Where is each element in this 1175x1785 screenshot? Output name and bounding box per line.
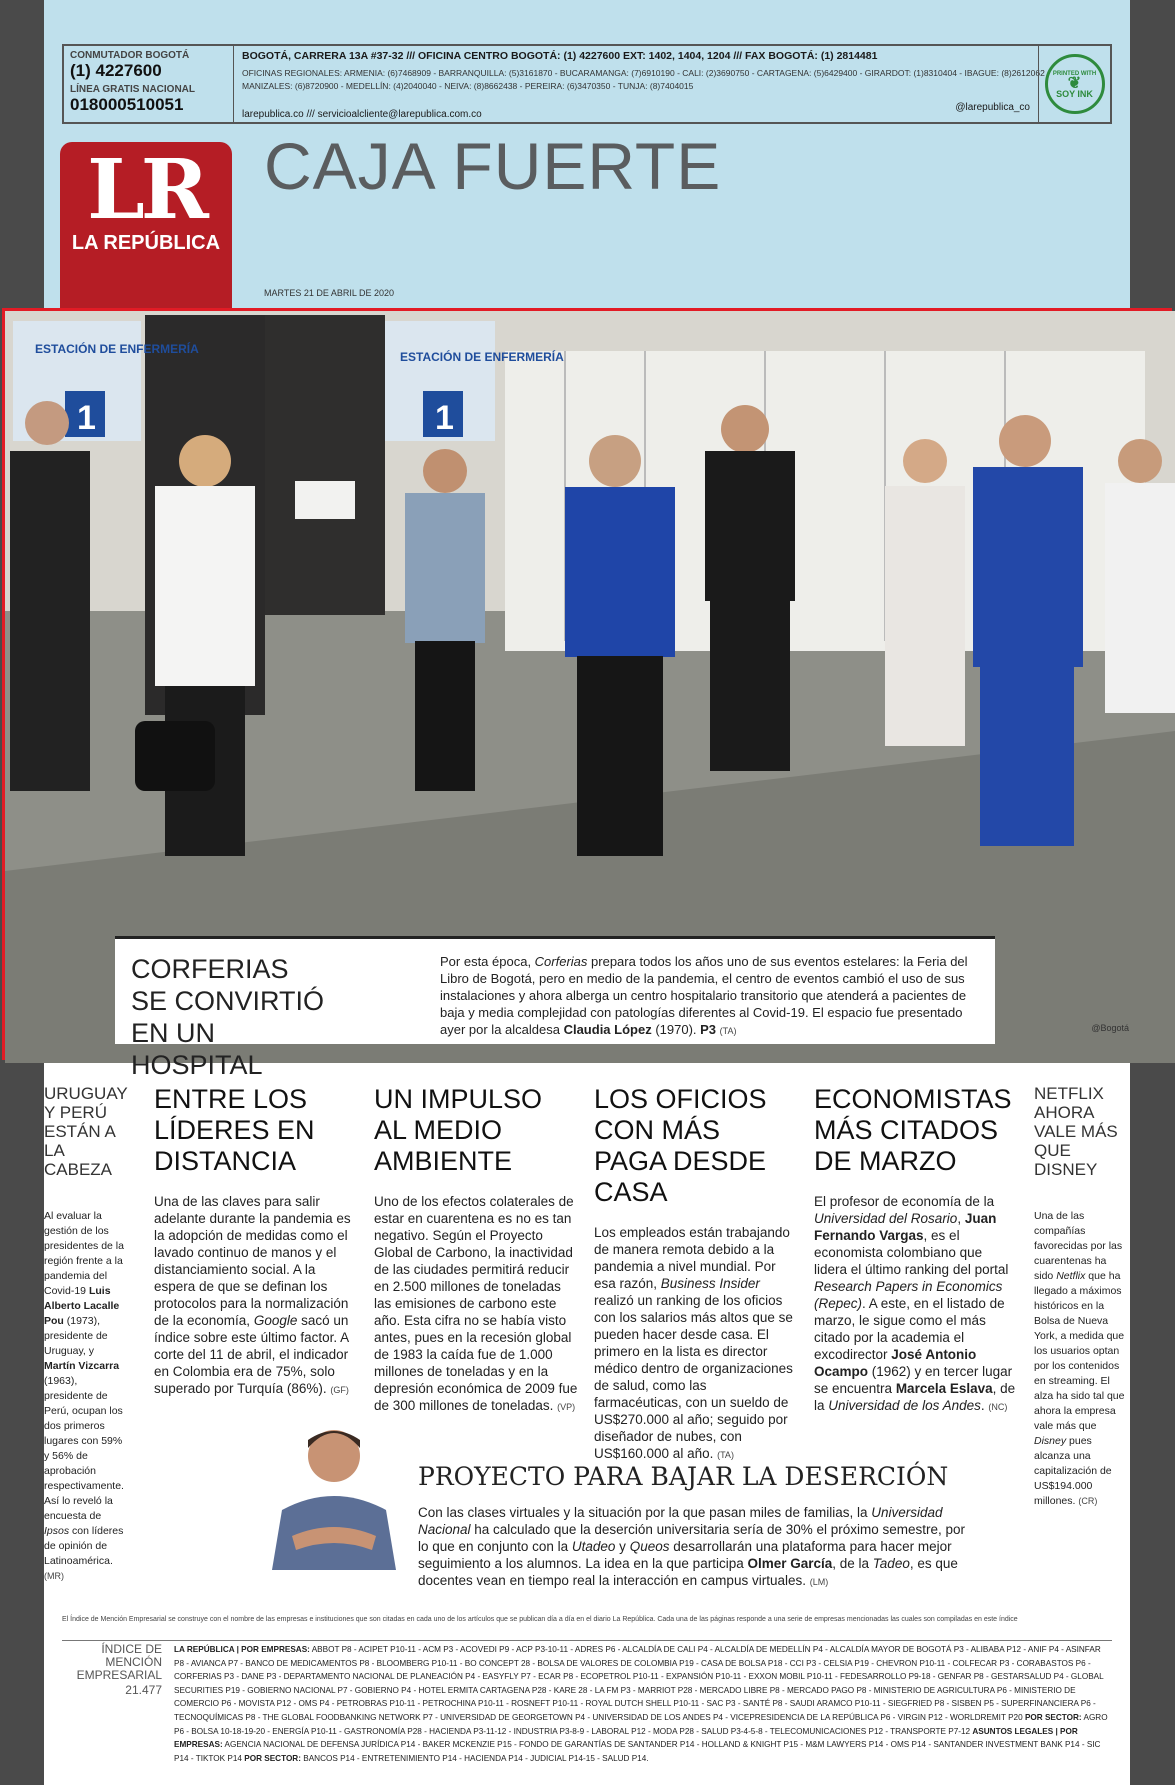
person-grey-jacket xyxy=(405,449,485,791)
address-block xyxy=(242,50,1045,120)
lead-photo xyxy=(2,308,1172,1080)
sign-2-number: 1 xyxy=(435,399,454,437)
index-box xyxy=(62,1640,1112,1763)
lead-headline: CORFERIAS SE CONVIRTIÓ EN UN HOSPITAL xyxy=(131,954,325,1080)
regional-line-1: OFICINAS REGIONALES: ARMENIA: (6)7468909 - BARRANQUILLA: (5)3161870 - BUCARAMANGA: (7)6910190 - CALI: (2)3690750 - CARTAGENA: (5)6429400 - GIRARDOT: (1)8310404 - IBAGUE: (8)2612062 xyxy=(242,68,1045,78)
phone-block xyxy=(64,46,234,122)
lead-caption-box xyxy=(115,936,995,1080)
newspaper-page xyxy=(35,0,1130,1785)
impulso-headline: UN IMPULSO AL MEDIO AMBIENTE xyxy=(374,1084,543,1176)
soy-ink-badge xyxy=(1045,54,1105,114)
masthead-band xyxy=(44,0,1130,308)
proyecto-headline: PROYECTO PARA BAJAR LA DESERCIÓN xyxy=(418,1462,949,1491)
la-republica-logo[interactable] xyxy=(60,142,232,308)
conmutador-number: (1) 4227600 xyxy=(70,61,162,80)
address-line: BOGOTÁ, CARRERA 13A #37-32 /// OFICINA CENTRO BOGOTÁ: (1) 4227600 EXT: 1402, 1404, 1204 /// FAX BOGOTÁ: (1) 2814481 xyxy=(242,50,878,62)
soy-badge-bottom: SOY INK xyxy=(1056,89,1093,99)
olmer-garcia-portrait xyxy=(262,1418,402,1570)
article-economistas xyxy=(814,1084,1018,1416)
index-text: LA REPÚBLICA | POR EMPRESAS: ABBOT P8 - ACIPET P10-11 - ACM P3 - ACOVEDI P9 - ACP P3-10-11 - ADRES P6 - ALCALDÍA DE CALI P4 - ALCALDÍA DE MEDELLÍN P4 - ALCALDÍA MAYOR DE BOGOTÁ P3 - ALIBABA P12 - ANIF P4 - ASINFAR P8 - AVIANCA P7 - BANCO DE MEDICAMENTOS P8 - BLOOMBERG P10-11 - BO CONCEPT 28 - BOLSA DE VALORES DE COLOMBIA P19 - CASA DE BOLSA P18 - CCI P3 - CELSIA P19 - CHEVRON P10-11 - COLFECAR P3 - CORABASTOS P6 - CORFERIAS P3 - DANE P3 - DEPARTAMENTO NACIONAL DE PLANEACIÓN P4 - EASYFLY P7 - ECAR P8 - ECOPETROL P10-11 - EXPANSIÓN P10-11 - EXXON MOBIL P10-11 - FEDESARROLLO P9-18 - GENFAR P8 - GESTARSALUD P4 - GLOBAL SECURITIES P19 - GOBIERNO NACIONAL P7 - GOBIERNO P4 - HOTEL ERMITA CARTAGENA P28 - KARE 28 - LA FM P3 - MARRIOT P28 - MERCADO LIBRE P8 - MERCADO PAGO P8 - MINISTERIO DE AGRICULTURA P6 - MINISTERIO DE COMERCIO P6 - MOVISTA P12 - OMS P4 - PETROBRAS P10-11 - PETROCHINA P10-11 - ROSNEFT P10-11 - ROYAL DUTCH SHELL P10-11 - SAC P3 - SANTÉ P8 - SAUDI ARAMCO P10-11 - SIEGFRIED P8 - SISBEN P5 - SUPERFINANCIERA P6 - TECNOQUÍMICAS P8 - THE GLOBAL FOODBANKING NETWORK P7 - UNIVERSIDAD DE GEORGETOWN P4 - UNIVERSIDAD DE LOS ANDES P4 - VICEPRESIDENCIA DE LA REPÚBLICA P6 - VIRGIN P12 - WORLDREMIT P20 POR SECTOR: AGRO P6 - BOLSA 10-18-19-20 - ENERGÍA P10-11 - GASTRONOMÍA P28 - HACIENDA P3-11-12 - INDUSTRIA P3-8-9 - LABORAL P12 - MODA P28 - SALUD P3-4-5-8 - TELECOMUNICACIONES P12 - TRANSPORTE P7-12 ASUNTOS LEGALES | POR EMPRESAS: AGENCIA NACIONAL DE DEFENSA JURÍDICA P14 - BAKER MCKENZIE P15 - FONDO DE GARANTÍAS DE SANTANDER P14 - HOLLAND & KNIGHT P15 - M&M LAWYERS P14 - OMS P14 - SANTANDER INVESTMENT BANK P14 - SIC P14 - TIKTOK P14 POR SECTOR: BANCOS P14 - ENTRETENIMIENTO P14 - HACIENDA P14 - JUDICIAL P14-15 - SALUD P14. xyxy=(174,1645,1108,1763)
person-left xyxy=(10,401,90,791)
linea-label: LÍNEA GRATIS NACIONAL xyxy=(70,84,195,95)
leaf-icon: ❦ xyxy=(1067,75,1082,92)
linea-number: 018000510051 xyxy=(70,95,184,114)
economistas-headline: ECONOMISTAS MÁS CITADOS DE MARZO xyxy=(814,1084,1012,1176)
proyecto-text: Con las clases virtuales y la situación por la que pasan miles de familias, la Universidad Nacional ha calculado que la deserción universitaria sería de 30% el próximo semestre, por lo que en conjunto con la Utadeo y Queos desarrollarán una plataforma para hacer mejor seguimiento a los alumnos. La idea en la que participa Olmer García, de la Tadeo, es que docentes vean en tiempo real la interacción en campus virtuales. (LM) xyxy=(418,1505,966,1588)
soy-badge-top: PRINTED WITH xyxy=(1052,71,1097,77)
portrait-illustration xyxy=(262,1418,402,1570)
mayor-speaking xyxy=(565,435,675,856)
issue-date: MARTES 21 DE ABRIL DE 2020 xyxy=(264,288,395,298)
conmutador-label: CONMUTADOR BOGOTÁ xyxy=(70,50,190,61)
section-title: CAJA FUERTE xyxy=(264,129,722,203)
sign-2-text: ESTACIÓN DE ENFERMERÍA xyxy=(400,350,564,364)
lead-text: Por esta época, Corferias prepara todos los años uno de sus eventos estelares: la Feria del Libro de Bogotá, pero en medio de la pandemia, el centro de eventos cambió el uso de sus instalaciones y ahora alberga un centro hospitalario transitorio que atenderá a pacientes de baja y media complejidad con patologías diferentes al Covid-19. El espacio fue presentado ayer por la alcaldesa Claudia López (1970). P3 (TA) xyxy=(440,954,968,1037)
social-handle[interactable]: @larepublica_co xyxy=(955,102,1030,113)
person-blue-scrubs xyxy=(973,415,1083,846)
article-netflix xyxy=(1034,1084,1126,1509)
index-number: 21.477 xyxy=(125,1683,162,1697)
oficios-text: Los empleados están trabajando de manera remota debido a la pandemia a nivel mundial. Por esa razón, Business Insider realizó un ranking de los oficios con los salarios más altos que se pueden hacer desde casa. El primero en la lista es director médico dentro de organizaciones de salud, como las farmacéuticas, con un sueldo de US$270.000 al año; seguido por diseñador de nubes, con US$160.000 al año. (TA) xyxy=(594,1225,793,1461)
lideres-headline: ENTRE LOS LÍDERES EN DISTANCIA xyxy=(154,1084,315,1176)
logo-letters: LR xyxy=(87,142,205,238)
economistas-text: El profesor de economía de la Universidad del Rosario, Juan Fernando Vargas, es el economista colombiano que lidera el último ranking del portal Research Papers in Economics (Repec). A este, en el listado de marzo, le sigue como el más citado por la academia el excodirector José Antonio Ocampo (1962) y en tercer lugar se encuentra Marcela Eslava, de la Universidad de los Andes. (NC) xyxy=(814,1194,1016,1413)
index-note: El Índice de Mención Empresarial se construye con el nombre de las empresas e instituciones que son citadas en cada uno de los artículos que se publican día a día en el diario La República. Cada una de las páginas responde a una serie de empresas mencionadas las cuales son compiladas en este índice xyxy=(62,1616,1018,1623)
person-black-scrubs xyxy=(705,405,795,771)
oficios-headline: LOS OFICIOS CON MÁS PAGA DESDE CASA xyxy=(594,1084,767,1207)
article-oficios xyxy=(594,1084,798,1464)
article-lideres xyxy=(154,1084,358,1399)
netflix-headline: NETFLIX AHORA VALE MÁS QUE DISNEY xyxy=(1034,1084,1118,1179)
netflix-text: Una de las compañías favorecidas por las cuarentenas ha sido Netflix que ha llegado a máximos históricos en la Bolsa de Nueva York, a medida que los usuarios optan por los contenidos en streaming. El alza ha sido tal que ahora la empresa vale más que Disney pues alcanza una capitalización de US$194.000 millones. (CR) xyxy=(1034,1210,1125,1507)
article-uruguay xyxy=(44,1084,128,1584)
soy-ink-logo xyxy=(1038,46,1110,122)
impulso-text: Uno de los efectos colaterales de estar en cuarentena es no es tan negativo. Según el Proyecto Global de Carbono, la inactividad de las ciudades permitirá reducir en 2.500 millones de toneladas las emisiones de carbono este año. Esta cifra no se había visto antes, pues en la recesión global de 1983 la caída fue de 1.000 millones de toneladas y en la depresión económica de 2009 fue de 300 millones de toneladas. (VP) xyxy=(374,1194,578,1413)
lideres-text: Una de las claves para salir adelante durante la pandemia es la adopción de medidas como el lavado continuo de manos y el distanciamiento social. A la espera de que se definan los protocolos para la normalización de la economía, Google sacó un índice sobre este último factor. A corte del 11 de abril, el indicador en Colombia era de 75%, solo superado por Turquía (86%). (GF) xyxy=(154,1194,351,1396)
lead-page-ref: P3 xyxy=(700,1022,717,1037)
sign-1-text: ESTACIÓN DE ENFERMERÍA xyxy=(35,342,199,356)
logo-name: LA REPÚBLICA xyxy=(71,232,221,254)
index-title xyxy=(62,1643,162,1697)
index-title-text: ÍNDICE DE MENCIÓN EMPRESARIAL xyxy=(76,1642,162,1682)
regional-line-2: MANIZALES: (6)8720900 - MEDELLÍN: (4)2040040 - NEIVA: (8)8662438 - PEREIRA: (6)3470350 - TUNJA: (8)7404015 xyxy=(242,81,694,91)
sign-1-number: 1 xyxy=(77,399,96,437)
uruguay-text: Al evaluar la gestión de los presidentes de la región frente a la pandemia del Covid-19 Luis Alberto Lacalle Pou (1973), presidente de Uruguay, y Martín Vizcarra (1963), presidente de Perú, ocupan los dos primeros lugares con 59% y 56% de aprobación respectivamente. Así lo reveló la encuesta de Ipsos con líderes de opinión de Latinoamérica. (MR) xyxy=(44,1210,124,1581)
business-mention-index xyxy=(44,1604,1130,1785)
web-line[interactable]: larepublica.co /// servicioalcliente@larepublica.com.co xyxy=(242,109,482,120)
contact-box xyxy=(62,44,1112,124)
uruguay-headline: URUGUAY Y PERÚ ESTÁN A LA CABEZA xyxy=(44,1084,128,1179)
photo-credit: @Bogotá xyxy=(1091,1023,1129,1033)
article-impulso xyxy=(374,1084,578,1416)
